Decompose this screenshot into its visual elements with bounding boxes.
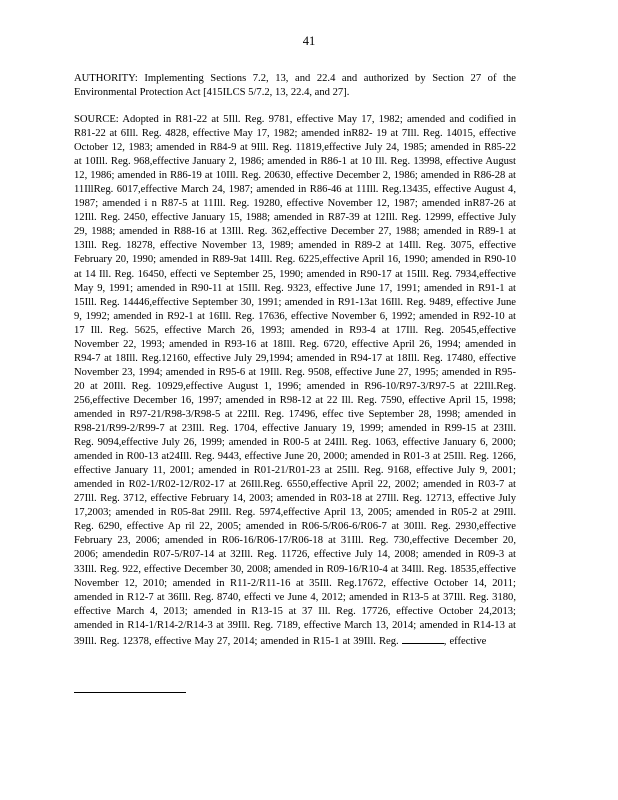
authority-note: AUTHORITY: Implementing Sections 7.2, 13, and 22.4 and authorized by Section 27 of the Environmental Protection Act [415ILCS 5/7.2, 13, 22.4, and 27]. — [74, 73, 516, 98]
source-tail-text: effective — [449, 635, 487, 647]
footnote-rule — [74, 692, 186, 693]
source-history-text: SOURCE: Adopted in R81-22 at 5Ill. Reg. 9781, effective May 17, 1982; amended and codified in R81-22 at 6Ill. Reg. 4828, effective May 17, 1982; amended inR82- 19 at 7Ill. Reg. 14015, effective October 12, 1983; amended in R84-9 at 9Ill. Reg. 11819,effective July 24, 1985; amended in R85-22 at 10Ill. Reg. 968,effective January 2, 1986; amended in R86-1 at 10 Ill. Reg. 13998, effective August 12, 1986; amended in R86-19 at 10Ill. Reg. 20630, effective December 2, 1986; amended in R86-28 at 11IllReg. 6017,effective March 24, 1987; amended in R86-46 at 11Ill. Reg.13435, effective August 4, 1987; amended i n R87-5 at 11Ill. Reg. 19280, effective November 12, 1987; amended inR87-26 at 12Ill. Reg. 2450, effective January 15, 1988; amended in R87-39 at 12Ill. Reg. 12999, effective July 29, 1988; amended in R88-16 at 13Ill. Reg. 362,effective December 27, 1988; amended in R89-1 at 13Ill. Reg. 18278, effective November 13, 1989; amended in R89-2 at 14Ill. Reg. 3075, effective February 20, 1990; amended in R89-9at 14Ill. Reg. 6225,effective April 16, 1990; amended in R90-10 at 14 Ill. Reg. 16450, effecti ve September 25, 1990; amended in R90-17 at 15Ill. Reg. 7934,effective May 9, 1991; amended in R90-11 at 15Ill. Reg. 9323, effective June 17, 1991; amended in R91-1 at 15Ill. Reg. 14446,effective September 30, 1991; amended in R91-13at 16Ill. Reg. 9489, effective June 9, 1992; amended in R92-1 at 16Ill. Reg. 17636, effective November 6, 1992; amended in R92-10 at 17 Ill. Reg. 5625, effective March 26, 1993; amended in R93-4 at 17Ill. Reg. 20545,effective November 22, 1993; amended in R93-16 at 18Ill. Reg. 6720, effective April 26, 1994; amended in R94-7 at 18Ill. Reg.12160, effective July 29,1994; amended in R94-17 at 18Ill. Reg. 17480, effective November 23, 1994; amended in R95-6 at 19Ill. Reg. 9508, effective June 27, 1995; amended in R95-20 at 20Ill. Reg. 10929,effective August 1, 1996; amended in R96-10/R97-3/R97-5 at 22Ill.Reg. 256,effective December 16, 1997; amended in R98-12 at 22 Ill. Reg. 7590, effective April 15, 1998; amended in R97-21/R98-3/R98-5 at 22Ill. Reg. 17496, effec tive September 28, 1998; amended in R98-21/R99-2/R99-7 at 23Ill. Reg. 1704, effective January 19, 1999; amended in R99-15 at 23Ill. Reg. 9094,effective July 26, 1999; amended in R00-5 at 24Ill. Reg. 1063, effective January 6, 2000; amended in R00-13 at24Ill. Reg. 9443, effective June 20, 2000; amended in R01-3 at 25Ill. Reg. 1266, effective January 11, 2001; amended in R01-21/R01-23 at 25Ill. Reg. 9168, effective July 9, 2001; amended in R02-1/R02-12/R02-17 at 26Ill.Reg. 6550,effective April 22, 2002; amended in R03-7 at 27Ill. Reg. 3712, effective February 14, 2003; amended in R03-18 at 27Ill. Reg. 12713, effective July 17,2003; amended in R05-8at 29Ill. Reg. 5974,effective April 13, 2005; amended in R05-2 at 29Ill. Reg. 6290, effective Ap ril 22, 2005; amended in R06-5/R06-6/R06-7 at 30Ill. Reg. 2930,effective February 23, 2006; amended in R06-16/R06-17/R06-18 at 31Ill. Reg. 730,effective December 20, 2006; amendedin R07-5/R07-14 at 32Ill. Reg. 11726, effective July 14, 2008; amended in R09-3 at 33Ill. Reg. 922, effective December 30, 2008; amended in R09-16/R10-4 at 34Ill. Reg. 18535,effective November 12, 2010; amended in R11-2/R11-16 at 35Ill. Reg.17672, effective October 14, 2011; amended in R12-7 at 36Ill. Reg. 8740, effecti ve June 4, 2012; amended in R13-5 at 37Ill. Reg. 3180, effective March 4, 2013; amended in R13-15 at 37 Ill. Reg. 17726, effective October 24,2013; amended in R14-1/R14-2/R14-3 at 39Ill. Reg. 7189, effective March 13, 2014; amended in R14-13 at 39Ill. Reg. 12378, effective May 27, 2014; amended in R15-1 at 39Ill. Reg. — [74, 114, 516, 647]
page-number: 41 — [302, 34, 316, 48]
source-note: SOURCE: Adopted in R81-22 at 5Ill. Reg. 9781, effective May 17, 1982; amended and codified in R81-22 at 6Ill. Reg. 4828, effective May 17, 1982; amended inR82- 19 at 7Ill. Reg. 14015, effective October 12, 1983; amended in R84-9 at 9Ill. Reg. 11819,effective July 24, 1985; amended in R85-22 at 10Ill. Reg. 968,effective January 2, 1986; amended in R86-1 at 10 Ill. Reg. 13998, effective August 12, 1986; amended in R86-19 at 10Ill. Reg. 20630, effective December 2, 1986; amended in R86-28 at 11IllReg. 6017,effective March 24, 1987; amended in R86-46 at 11Ill. Reg.13435, effective August 4, 1987; amended i n R87-5 at 11Ill. Reg. 19280, effective November 12, 1987; amended inR87-26 at 12Ill. Reg. 2450, effective January 15, 1988; amended in R87-39 at 12Ill. Reg. 12999, effective July 29, 1988; amended in R88-16 at 13Ill. Reg. 362,effective December 27, 1988; amended in R89-1 at 13Ill. Reg. 18278, effective November 13, 1989; amended in R89-2 at 14Ill. Reg. 3075, effective February 20, 1990; amended in R89-9at 14Ill. Reg. 6225,effective April 16, 1990; amended in R90-10 at 14 Ill. Reg. 16450, effecti ve September 25, 1990; amended in R90-17 at 15Ill. Reg. 7934,effective May 9, 1991; amended in R90-11 at 15Ill. Reg. 9323, effective June 17, 1991; amended in R91-1 at 15Ill. Reg. 14446,effective September 30, 1991; amended in R91-13at 16Ill. Reg. 9489, effective June 9, 1992; amended in R92-1 at 16Ill. Reg. 17636, effective November 6, 1992; amended in R92-10 at 17 Ill. Reg. 5625, effective March 26, 1993; amended in R93-4 at 17Ill. Reg. 20545,effective November 22, 1993; amended in R93-16 at 18Ill. Reg. 6720, effective April 26, 1994; amended in R94-7 at 18Ill. Reg.12160, effective July 29,1994; amended in R94-17 at 18Ill. Reg. 17480, effective November 23, 1994; amended in R95-6 at 19Ill. Reg. 9508, effective June 27, 1995; amended in R95-20 at 20Ill. Reg. 10929,effective August 1, 1996; amended in R96-10/R97-3/R97-5 at 22Ill.Reg. 256,effective December 16, 1997; amended in R98-12 at 22 Ill. Reg. 7590, effective April 15, 1998; amended in R97-21/R98-3/R98-5 at 22Ill. Reg. 17496, effec tive September 28, 1998; amended in R98-21/R99-2/R99-7 at 23Ill. Reg. 1704, effective January 19, 1999; amended in R99-15 at 23Ill. Reg. 9094,effective July 26, 1999; amended in R00-5 at 24Ill. Reg. 1063, effective January 6, 2000; amended in R00-13 at24Ill. Reg. 9443, effective June 20, 2000; amended in R01-3 at 25Ill. Reg. 1266, effective January 11, 2001; amended in R01-21/R01-23 at 25Ill. Reg. 9168, effective July 9, 2001; amended in R02-1/R02-12/R02-17 at 26Ill.Reg. 6550,effective April 22, 2002; amended in R03-7 at 27Ill. Reg. 3712, effective February 14, 2003; amended in R03-18 at 27Ill. Reg. 12713, effective July 17,2003; amended in R05-8at 29Ill. Reg. 5974,effective April 13, 2005; amended in R05-2 at 29Ill. Reg. 6290, effective Ap ril 22, 2005; amended in R06-5/R06-6/R06-7 at 30Ill. Reg. 2930,effective February 23, 2006; amended in R06-16/R06-17/R06-18 at 31Ill. Reg. 730,effective December 20, 2006; amendedin R07-5/R07-14 at 32Ill. Reg. 11726, effective July 14, 2008; amended in R09-3 at 33Ill. Reg. 922, effective December 30, 2008; amended in R09-16/R10-4 at 34Ill. Reg. 18535,effective November 12, 2010; amended in R11-2/R11-16 at 35Ill. Reg.17672, effective October 14, 2011; amended in R12-7 at 36Ill. Reg. 8740, effecti ve June 4, 2012; amended in R13-5 at 37Ill. Reg. 3180, effective March 4, 2013; amended in R13-15 at 37 Ill. Reg. 17726, effective October 24,2013; amended in R14-1/R14-2/R14-3 at 39Ill. Reg. 7189, effective March 13, 2014; amended in R14-13 at 39Ill. Reg. 12378, effective May 27, 2014; amended in R15-1 at 39Ill. Reg. , effective — [74, 114, 516, 647]
blank-register-page-line — [402, 633, 444, 644]
